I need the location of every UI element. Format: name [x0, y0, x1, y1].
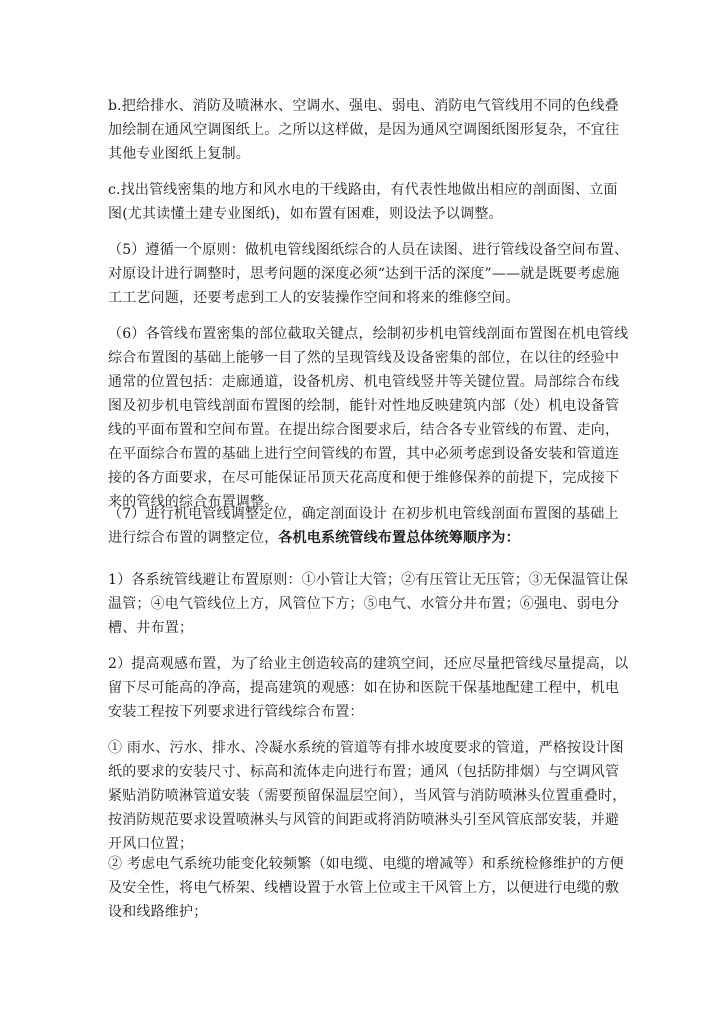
paragraph-item-2: ② 考虑电气系统功能变化较频繁（如电缆、电缆的增减等）和系统检修维护的方便及安全性，将电气桥架、线槽设置于水管上位或主干风管上方，以便进行电缆的敷设和线路维护；	[108, 856, 624, 920]
paragraph-b: b.把给排水、消防及喷淋水、空调水、强电、弱电、消防电气管线用不同的色线叠加绘制在通风空调图纸上。之所以这样做，是因为通风空调图纸图形复杂，不宜往其他专业图纸上复制。	[108, 98, 620, 162]
paragraph-c: c.找出管线密集的地方和风水电的干线路由，有代表性地做出相应的剖面图、立面图(尤其读懂土建专业图纸)，如布置有困难，则设法予以调整。	[108, 182, 618, 222]
paragraph-rule-1: 1）各系统管线避让布置原则：①小管让大管；②有压管让无压管；③无保温管让保温管；④电气管线位上方，风管位下方；⑤电气、水管分井布置；⑥强电、弱电分槽、井布置；	[108, 572, 629, 636]
paragraph-item-1: ① 雨水、污水、排水、冷凝水系统的管道等有排水坡度要求的管道，严格按设计图纸的要求的安装尺寸、标高和流体走向进行布置；通风（包括防排烟）与空调风管紧贴消防喷淋管道安装（需要预留保温层空间），当风管与消防喷淋头位置重叠时，按消防规范要求设置喷淋头与风管的间距或将消防喷淋头引至风管底部安装，并避开风口位置；	[108, 740, 627, 852]
paragraph-7	[108, 502, 630, 550]
paragraph-6: （6）各管线布置密集的部位截取关键点，绘制初步机电管线剖面布置图在机电管线综合布置图的基础上能够一目了然的呈现管线及设备密集的部位，在以往的经验中通常的位置包括：走廊通道，设备机房、机电管线竖井等关键位置。局部综合布线图及初步机电管线剖面布置图的绘制，能针对性地反映建筑内部（处）机电设备管线的平面布置和空间布置。在提出综合图要求后，结合各专业管线的布置、走向，在平面综合布置的基础上进行空间管线的布置，其中必须考虑到设备安装和管道连接的各方面要求，在尽可能保证吊顶天花高度和便于维修保养的前提下，完成接下来的管线的综合布置调整。	[108, 326, 629, 510]
paragraph-rule-2: 2）提高观感布置，为了给业主创造较高的建筑空间，还应尽量把管线尽量提高，以留下尽可能高的净高，提高建筑的观感：如在协和医院干保基地配建工程中，机电安装工程按下列要求进行管线综合布置：	[108, 656, 629, 720]
paragraph-7-bold: 各机电系统管线布置总体统筹顺序为：	[278, 530, 520, 546]
paragraph-5: （5）遵循一个原则：做机电管线图纸综合的人员在读图、进行管线设备空间布置、对原设计进行调整时，思考问题的深度必须“达到干活的深度”——就是既要考虑施工工艺问题，还要考虑到工人的安装操作空间和将来的维修空间。	[108, 242, 629, 306]
paragraph-7-text: （7）进行机电管线调整定位，确定剖面设计 在初步机电管线剖面布置图的基础上进行综合布置的调整定位，	[108, 506, 619, 546]
